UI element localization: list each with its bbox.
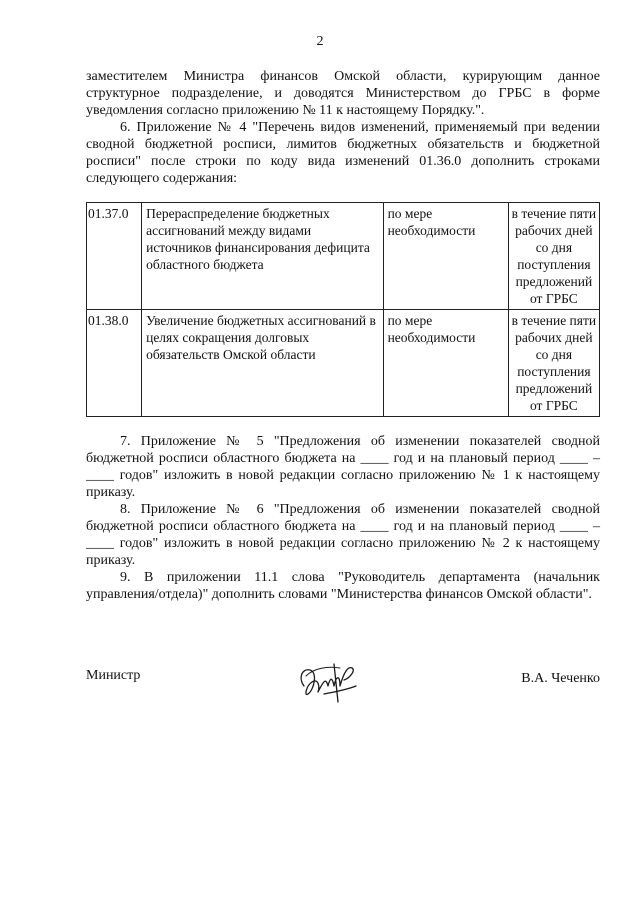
row-basis: по мере необходимости bbox=[383, 310, 508, 417]
table-row bbox=[87, 310, 600, 417]
page-number: 2 bbox=[316, 34, 324, 49]
row-name: Увеличение бюджетных ассигнований в целях сокращения долговых обязательств Омской области bbox=[142, 310, 383, 417]
row-term: в течение пяти рабочих дней со дня поступления предложений от ГРБС bbox=[508, 310, 599, 417]
paragraph-6: 6. Приложение № 4 "Перечень видов изменений, применяемый при ведении сводной бюджетной росписи, лимитов бюджетных обязательств и бюджетной росписи" после строки по коду вида изменений 01.36.0 дополнить строками следующего содержания: bbox=[86, 120, 600, 186]
paragraph-7: 7. Приложение № 5 "Предложения об изменении показателей сводной бюджетной росписи областного бюджета на ____ год и на плановый период ____ – ____ годов" изложить в новой редакции согласно приложению № 1 к настоящему приказу. bbox=[86, 434, 600, 500]
paragraph-9: 9. В приложении 11.1 слова "Руководитель департамента (начальник управления/отдела)" дополнить словами "Министерства финансов Омской области". bbox=[86, 570, 600, 602]
row-code: 01.37.0 bbox=[87, 203, 142, 310]
row-term: в течение пяти рабочих дней со дня поступления предложений от ГРБС bbox=[508, 203, 599, 310]
table-row bbox=[87, 203, 600, 310]
changes-table bbox=[86, 202, 600, 417]
row-name: Перераспределение бюджетных ассигнований между видами источников финансирования дефицита областного бюджета bbox=[142, 203, 383, 310]
handwritten-signature bbox=[294, 656, 364, 706]
paragraph-intro: заместителем Министра финансов Омской области, курирующим данное структурное подразделение, и доводятся Министерством до ГРБС в форме уведомления согласно приложению № 11 к настоящему Порядку.". bbox=[86, 69, 600, 118]
signatory-position: Министр bbox=[86, 668, 141, 683]
paragraph-8: 8. Приложение № 6 "Предложения об изменении показателей сводной бюджетной росписи областного бюджета на ____ год и на плановый период ____ – ____ годов" изложить в новой редакции согласно приложению № 2 к настоящему приказу. bbox=[86, 502, 600, 568]
signatory-name: В.А. Чеченко bbox=[521, 671, 600, 686]
signature-block bbox=[86, 668, 600, 708]
row-code: 01.38.0 bbox=[87, 310, 142, 417]
document-body bbox=[86, 68, 600, 603]
row-basis: по мере необходимости bbox=[383, 203, 508, 310]
